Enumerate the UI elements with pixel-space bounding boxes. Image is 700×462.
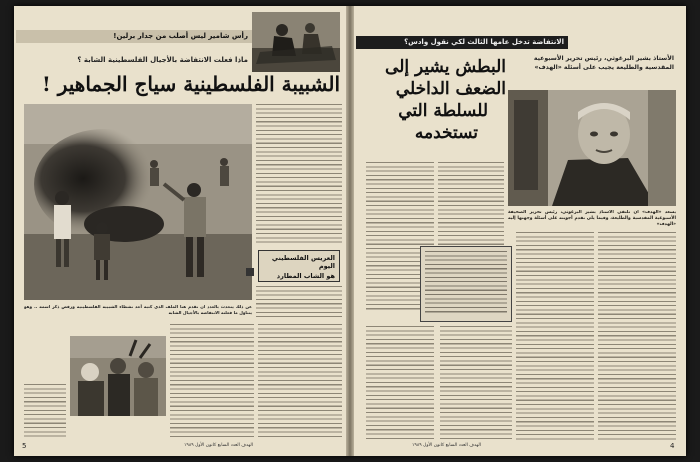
left-body-column-1 — [256, 104, 342, 244]
main-photo-children-fire — [24, 104, 252, 300]
right-page — [352, 6, 686, 456]
pull-quote-line-1: العريس الفلسطيني اليوم — [271, 254, 335, 270]
headline-line-4: تستخدمه — [414, 123, 478, 143]
left-subheading: ماذا فعلت الانتفاضة بالأجيال الفلسطينية الشابة ؟ — [77, 56, 248, 64]
top-photo-soldier — [252, 12, 340, 72]
headline-line-3: للسلطة التي — [398, 101, 488, 121]
pull-quote-box — [258, 250, 340, 282]
portrait-photo-bashir — [508, 90, 676, 206]
right-page-number: 4 — [670, 442, 675, 450]
right-body-column-3 — [366, 326, 434, 440]
right-top-band: الانتفاضة تدخل عامها الثالث لكي نقول وادس؟ — [356, 36, 568, 49]
inset-box-text — [425, 251, 507, 315]
box-bullet — [246, 268, 254, 276]
right-body-column-6 — [598, 232, 676, 440]
left-footer: الهدف العدد السابع كانون الأول ١٩٨٩ — [184, 443, 254, 448]
left-body-column-1b — [256, 286, 342, 318]
right-intro: الأستاذ بشير البرغوثي، رئيس تحرير الأسبوعية المقدسية والطليعة يجيب على أسئلة «الهدف» — [533, 55, 674, 71]
right-lead-paragraph: يسعد «الهدف» أن تلتقي الأستاذ بشير البرغوثي، رئيس تحرير الصحيفة الأسبوعية المقدسية والطليعة، وفيما يلي نقدم أجوبته على أسئلة وجهتها إليه «الهدف» — [508, 210, 676, 227]
bottom-photo-crowd — [70, 336, 166, 416]
left-body-column-4 — [24, 384, 66, 440]
left-body-column-2 — [170, 324, 254, 440]
headline-line-1: البطش يشير إلى — [385, 57, 506, 77]
left-page-number: 5 — [22, 442, 27, 450]
left-body-column-3 — [258, 324, 342, 440]
right-footer: الهدف العدد السابع كانون الأول ١٩٨٩ — [412, 443, 482, 448]
headline-line-2: الضعف الداخلي — [395, 79, 506, 99]
right-body-column-4 — [440, 326, 512, 440]
left-page — [14, 6, 348, 456]
left-headline: الشبيبة الفلسطينية سياج الجماهير ! — [41, 72, 340, 96]
right-body-column-5 — [516, 232, 594, 440]
magazine-spread — [14, 6, 686, 456]
left-top-band: رأس شامير ليس أصلب من جدار برلين! — [16, 30, 252, 43]
right-inset-box — [420, 246, 512, 322]
right-headline — [366, 56, 506, 144]
pull-quote-line-2: هو الشاب المطارد — [276, 272, 335, 280]
left-photo-caption: عن ذلك يتحدث بالعدد ان نقدم هنا الملف الذي كتبه أحد نشطاء الشبيبة الفلسطينية ورفض ذكر اسمه .. وهو يتناول ما فعلته الانتفاضة بالأجيال الشابة — [24, 304, 252, 315]
